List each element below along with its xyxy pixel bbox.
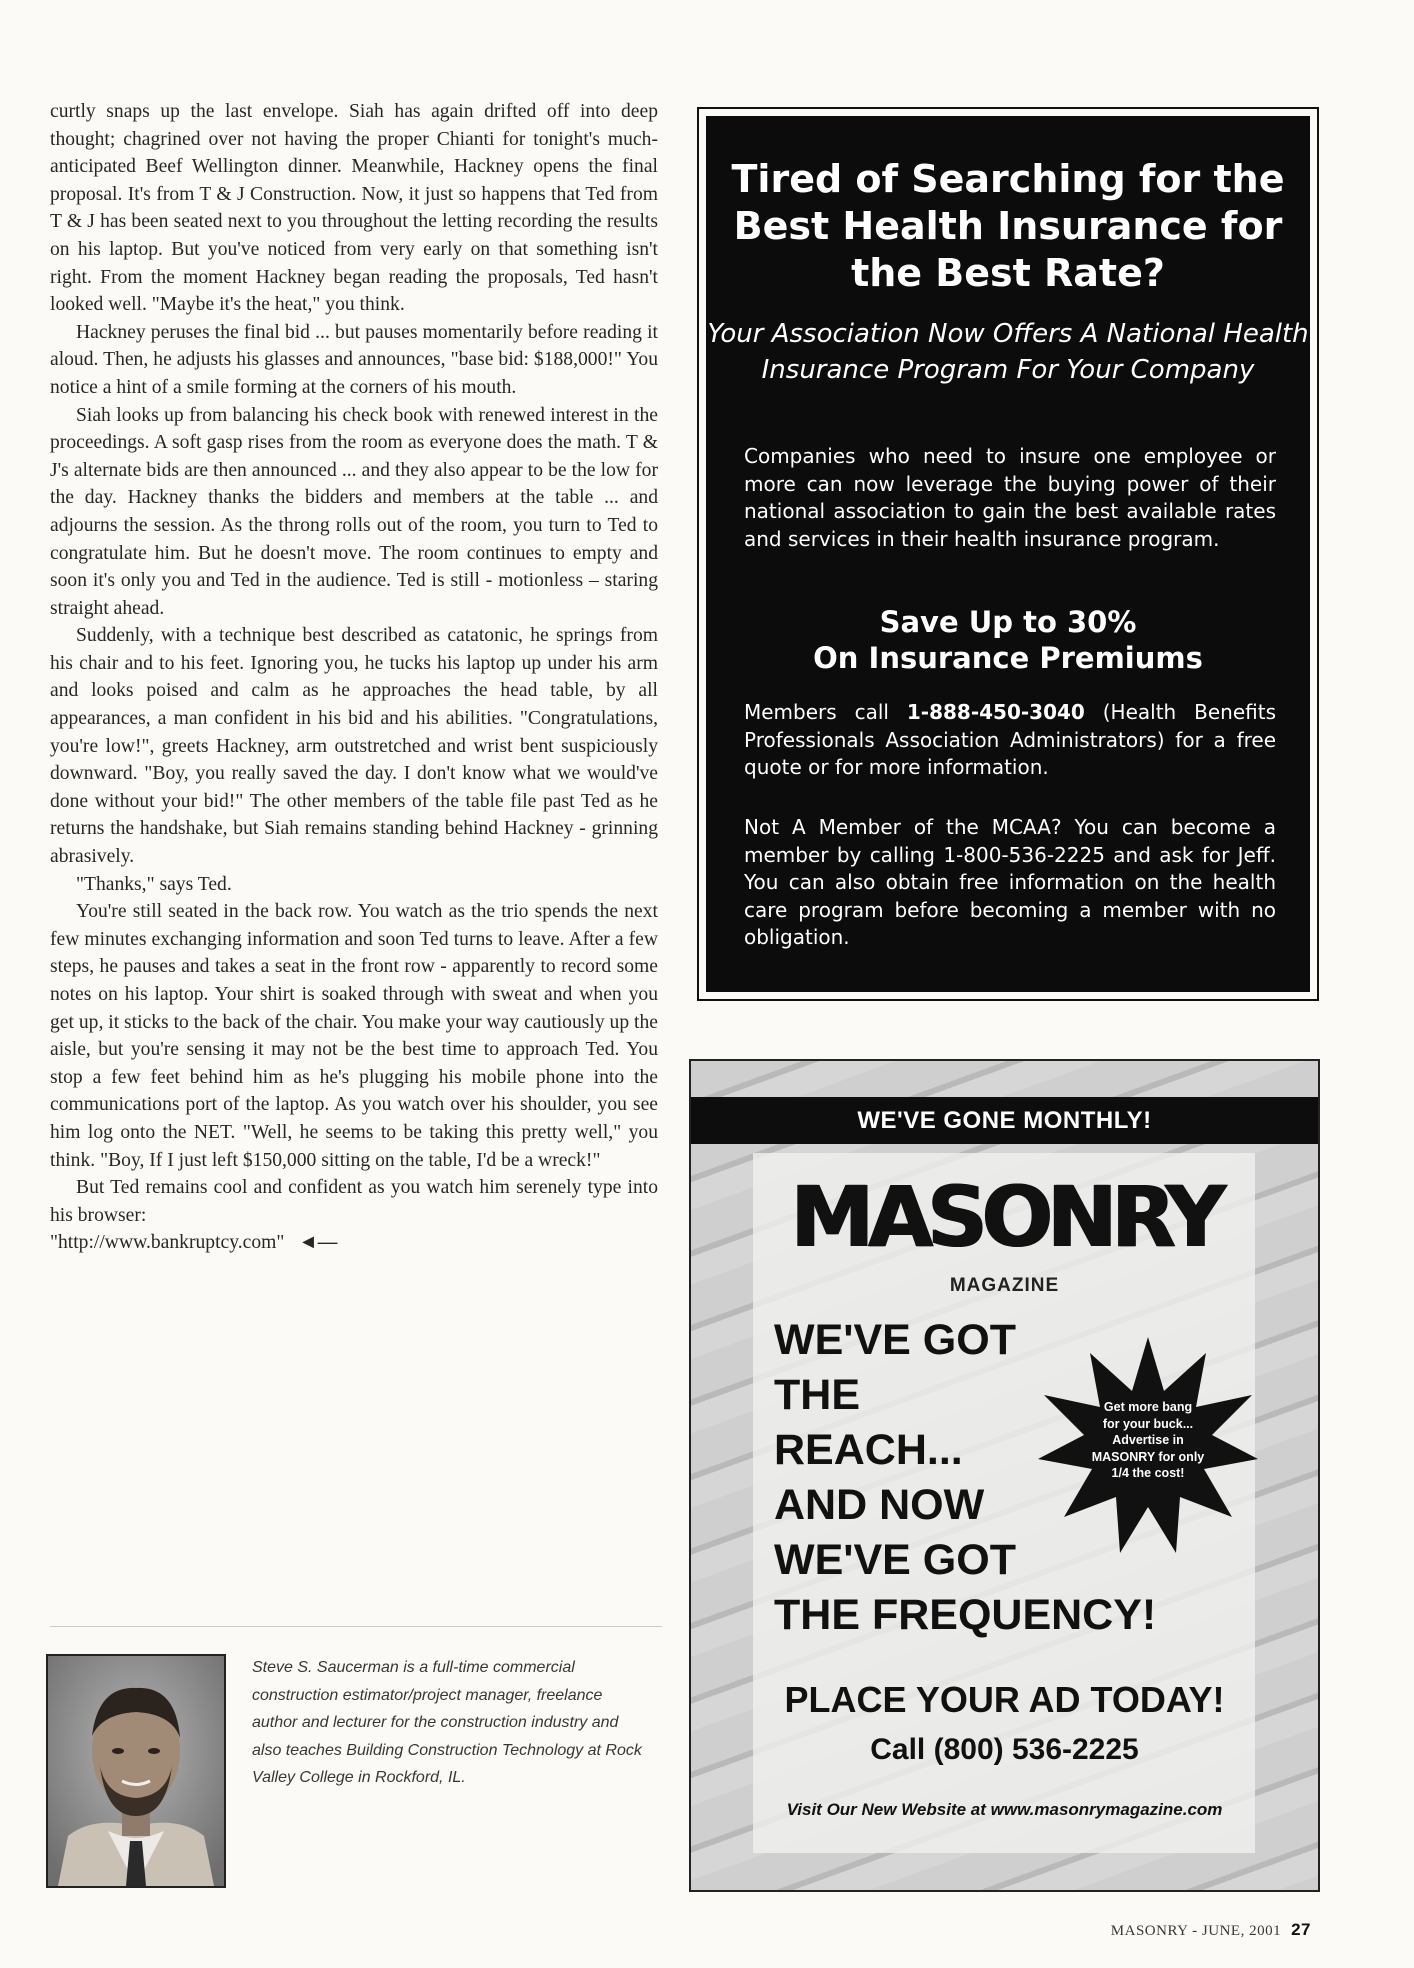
reach-line: THE (774, 1371, 860, 1419)
insurance-ad-panel (706, 116, 1310, 992)
masonry-cta: PLACE YOUR AD TODAY! (784, 1679, 1225, 1720)
masonry-ad-banner: WE'VE GONE MONTHLY! (691, 1097, 1318, 1144)
author-portrait-icon (48, 1656, 224, 1886)
page-number: 27 (1291, 1920, 1311, 1939)
reach-line: REACH... (774, 1426, 963, 1474)
article-paragraph: Hackney peruses the final bid ... but pauses momentarily before reading it aloud. Then, he adjusts his glasses and announces, "base bid: $188,000!" You notice a hint of a smile forming at the corners of his mouth. (50, 321, 658, 398)
masonry-call: Call (800) 536-2225 (870, 1733, 1139, 1766)
insurance-savings-line-1: Save Up to 30% (879, 605, 1137, 639)
insurance-headline: Tired of Searching for the Best Health Insurance for the Best Rate? (731, 157, 1285, 295)
page-footer (1111, 1920, 1311, 1940)
article-paragraph: "Thanks," says Ted. (76, 873, 232, 895)
reach-line: WE'VE GOT (774, 1316, 1016, 1364)
insurance-subhead: Your Association Now Offers A National Health Insurance Program For Your Company (707, 319, 1309, 385)
masonry-website: Visit Our New Website at www.masonrymagazine.com (786, 1800, 1223, 1819)
starburst-text (1063, 1399, 1233, 1482)
article-paragraph: You're still seated in the back row. You watch as the trio spends the next few minutes exchanging information and soon Ted turns to leave. After a few steps, he pauses and takes a seat in the front row - apparently to record some notes on his laptop. Your shirt is soaked through with sweat and when you get up, it sticks to the back of the chair. You make your way cautiously up the aisle, but you're sensing it may not be the best time to approach Ted. You stop a few feet behind him as he's plugging his mobile phone into the communications port of the laptop. As you watch over his shoulder, you see him log onto the NET. "Well, he seems to be taking this pretty well," you think. "Boy, If I just left $150,000 sitting on the table, I'd be a wreck!" (50, 901, 658, 1171)
starburst-line: MASONRY for only (1091, 1449, 1205, 1464)
masonry-ad (689, 1059, 1320, 1892)
insurance-savings-line-2: On Insurance Premiums (813, 641, 1203, 675)
starburst-line: 1/4 the cost! (1111, 1466, 1185, 1480)
author-photo (46, 1654, 226, 1888)
article-url-line (50, 1229, 658, 1257)
starburst-line: for your buck... (1102, 1416, 1194, 1431)
insurance-body-2-post: (Health Benefits Professionals Association Administrators) for a free quote or for more information. (744, 700, 1276, 779)
insurance-phone: 1-888-450-3040 (906, 700, 1085, 724)
starburst-line: Get more bang (1103, 1400, 1193, 1414)
end-mark-icon: ◄— (298, 1232, 338, 1254)
reach-line: AND NOW (774, 1481, 985, 1529)
article-paragraph: But Ted remains cool and confident as you watch him serenely type into his browser: (50, 1177, 658, 1226)
reach-line: THE FREQUENCY! (774, 1591, 1157, 1639)
article-column (50, 98, 658, 1257)
insurance-ad (697, 107, 1319, 1001)
article-paragraph: Suddenly, with a technique best described as catatonic, he springs from his chair and to his feet. Ignoring you, he tucks his laptop up under his arm and looks poised and calm as he approaches the head table, by all appearances, a man confident in his bid and his abilities. "Congratulations, you're low!", greets Hackney, arm outstretched and wrist bent suspiciously downward. "Boy, you really saved the day. I don't know what we would've done without your bid!" The other members of the table file past Ted as he returns the handshake, but Siah remains standing behind Hackney - grinning abrasively. (50, 625, 658, 868)
insurance-savings (706, 604, 1310, 676)
masonry-logo-subtitle: MAGAZINE (949, 1275, 1060, 1296)
article-paragraph: Siah looks up from balancing his check book with renewed interest in the proceedings. A soft gasp rises from the room as everyone does the math. T & J's alternate bids are then announced ... and they also appear to be the low for the day. Hackney thanks the bidders and members at the table ... and adjourns the session. As the throng rolls out of the room, you turn to Ted to congratulate him. But he doesn't move. The room continues to empty and soon it's only you and Ted in the audience. Ted is still - motionless – staring straight ahead. (50, 404, 658, 619)
insurance-body-2 (744, 699, 1276, 782)
article-paragraph: curtly snaps up the last envelope. Siah has again drifted off into deep thought; chagrined over not having the proper Chianti for tonight's much-anticipated Beef Wellington dinner. Meanwhile, Hackney opens the final proposal. It's from T & J Construction. Now, it just so happens that Ted from T & J has been seated next to you throughout the letting recording the results on his laptop. But you've noticed from very early on that something isn't right. From the moment Hackney began reading the proposals, Ted hasn't looked well. "Maybe it's the heat," you think. (50, 101, 658, 316)
author-bio: Steve S. Saucerman is a full-time commercial construction estimator/project manager, freelance author and lecturer for the construction industry and also teaches Building Construction Technology at Rock Valley College in Rockford, IL. (252, 1659, 642, 1786)
insurance-body-1: Companies who need to insure one employee or more can now leverage the buying power of their national association to gain the best available rates and services in their health insurance program. (744, 444, 1276, 551)
insurance-body-2-pre: Members call (744, 700, 907, 724)
article-url: "http://www.bankruptcy.com" (50, 1232, 285, 1254)
starburst-line: Advertise in (1112, 1433, 1184, 1447)
bio-divider (50, 1626, 662, 1627)
masonry-logo: MASONRY (789, 1168, 1220, 1266)
footer-publication: MASONRY - JUNE, 2001 (1110, 1923, 1282, 1939)
reach-line: WE'VE GOT (774, 1536, 1016, 1584)
insurance-body-3: Not A Member of the MCAA? You can become a member by calling 1-800-536-2225 and ask for Jeff. You can also obtain free information on the health care program before becoming a member with no obligation. (744, 815, 1276, 949)
